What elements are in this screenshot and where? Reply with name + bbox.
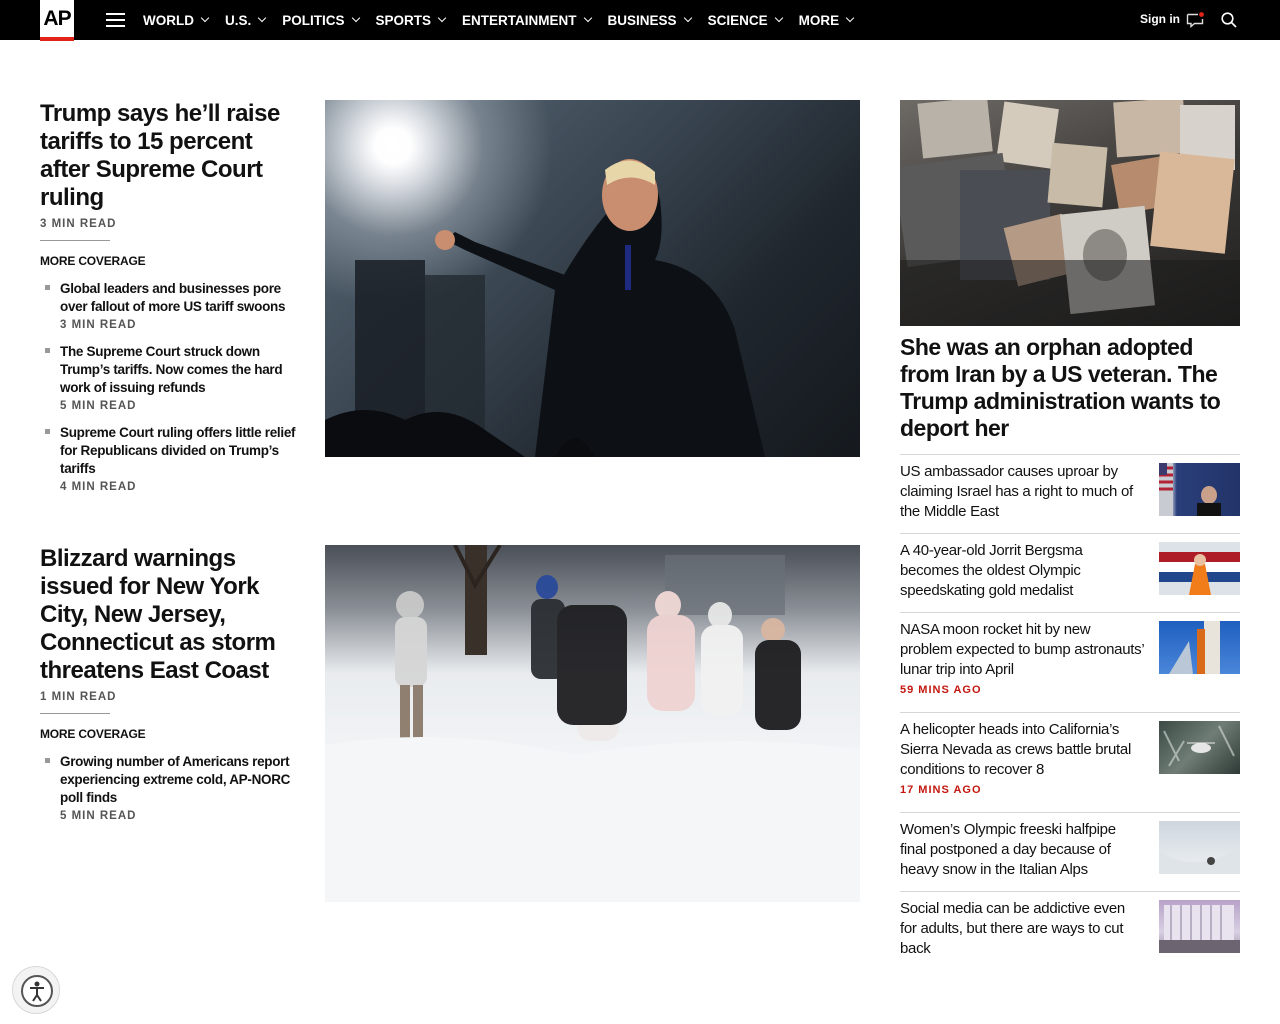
divider <box>40 240 110 241</box>
chevron-down-icon <box>583 14 591 22</box>
nav-item-us[interactable] <box>225 13 265 28</box>
divider <box>40 713 110 714</box>
speaker-silhouette-image <box>325 100 860 457</box>
ambassador-image <box>1159 463 1240 516</box>
thumbnail-halfpipe[interactable] <box>1159 821 1240 874</box>
read-time: 1 MIN READ <box>40 691 117 703</box>
sidebar-headline[interactable]: US ambassador causes uproar by claiming Israel has a right to much of the Middle East <box>900 463 1133 520</box>
nav-item-label: WORLD <box>143 12 194 28</box>
courthouse-image <box>1159 900 1240 953</box>
top-nav <box>0 0 1280 40</box>
list-item <box>40 753 302 822</box>
read-time: 3 MIN READ <box>40 218 117 230</box>
list-item <box>900 620 1145 696</box>
ap-logo[interactable]: AP <box>40 0 74 41</box>
related-headline[interactable]: Growing number of Americans report experiencing extreme cold, AP-NORC poll finds <box>60 754 291 805</box>
related-list <box>40 753 302 822</box>
divider <box>900 454 1240 455</box>
rocket-image <box>1159 621 1240 674</box>
divider <box>900 533 1240 534</box>
chevron-down-icon <box>258 14 266 22</box>
thumbnail-rocket[interactable] <box>1159 621 1240 674</box>
notification-chat-icon[interactable] <box>1186 12 1204 28</box>
menu-icon[interactable] <box>106 13 125 27</box>
list-item <box>40 424 302 493</box>
list-item <box>900 462 1145 522</box>
story-headline[interactable]: Trump says he’ll raise tariffs to 15 percent after Supreme Court ruling <box>40 100 280 211</box>
list-item <box>900 541 1145 601</box>
related-headline[interactable]: Global leaders and businesses pore over fallout of more US tariff swoons <box>60 281 286 314</box>
chevron-down-icon <box>351 14 359 22</box>
sidebar-headline[interactable]: A 40-year-old Jorrit Bergsma becomes the oldest Olympic speedskating gold medalist <box>900 542 1083 599</box>
timestamp: 17 MINS AGO <box>900 784 982 796</box>
nav-item-sports[interactable] <box>376 13 446 28</box>
sign-in-link[interactable]: Sign in <box>1140 12 1180 26</box>
nav-item-entertainment[interactable] <box>462 13 591 28</box>
accessibility-button[interactable] <box>12 966 60 1014</box>
sidebar-headline[interactable]: NASA moon rocket hit by new problem expected to bump astronauts’ lunar trip into April <box>900 621 1144 678</box>
timestamp: 59 MINS AGO <box>900 684 982 696</box>
helicopter-image <box>1159 721 1240 774</box>
chevron-down-icon <box>201 14 209 22</box>
divider <box>900 612 1240 613</box>
thumbnail-helicopter[interactable] <box>1159 721 1240 774</box>
search-icon[interactable] <box>1221 12 1237 28</box>
thumbnail-social-media[interactable] <box>1159 900 1240 953</box>
nav-item-more[interactable] <box>799 13 854 28</box>
more-coverage-label: MORE COVERAGE <box>40 254 146 268</box>
story-2-photo[interactable] <box>325 545 860 902</box>
list-item <box>40 280 302 331</box>
nav-item-business[interactable] <box>608 13 691 28</box>
speedskater-image <box>1159 542 1240 595</box>
sidebar-lead-photo[interactable] <box>900 100 1240 326</box>
sidebar-lead <box>900 334 1240 442</box>
divider <box>900 712 1240 713</box>
sidebar-headline[interactable]: A helicopter heads into California’s Sierra Nevada as crews battle brutal conditions to recover 8 <box>900 721 1131 778</box>
read-time: 4 MIN READ <box>60 481 137 493</box>
story-1-photo[interactable] <box>325 100 860 457</box>
related-headline[interactable]: Supreme Court ruling offers little relief for Republicans divided on Trump’s tariffs <box>60 425 296 476</box>
nav-item-world[interactable] <box>143 13 208 28</box>
lead-headline[interactable]: She was an orphan adopted from Iran by a US veteran. The Trump administration wants to deport her <box>900 334 1221 441</box>
family-photos-collage-image <box>900 100 1240 326</box>
story-1 <box>40 100 302 493</box>
story-headline[interactable]: Blizzard warnings issued for New York City, New Jersey, Connecticut as storm threatens East Coast <box>40 545 276 684</box>
story-2 <box>40 545 302 822</box>
list-item <box>40 343 302 412</box>
divider <box>900 891 1240 892</box>
list-item <box>900 720 1145 796</box>
read-time: 3 MIN READ <box>60 319 137 331</box>
read-time: 5 MIN READ <box>60 400 137 412</box>
related-list <box>40 280 302 493</box>
sidebar-headline[interactable]: Women’s Olympic freeski halfpipe final postponed a day because of heavy snow in the Italian Alps <box>900 821 1116 878</box>
thumbnail-ambassador[interactable] <box>1159 463 1240 516</box>
thumbnail-speedskater[interactable] <box>1159 542 1240 595</box>
chevron-down-icon <box>774 14 782 22</box>
nav-item-label: SPORTS <box>375 12 432 28</box>
nav-sections <box>143 0 870 40</box>
nav-item-politics[interactable] <box>282 13 358 28</box>
more-coverage-label: MORE COVERAGE <box>40 727 146 741</box>
related-headline[interactable]: The Supreme Court struck down Trump’s tariffs. Now comes the hard work of issuing refunds <box>60 344 283 395</box>
nav-item-label: ENTERTAINMENT <box>462 12 577 28</box>
nav-item-label: MORE <box>798 12 840 28</box>
divider <box>900 812 1240 813</box>
read-time: 5 MIN READ <box>60 810 137 822</box>
nav-item-label: U.S. <box>225 12 252 28</box>
chevron-down-icon <box>683 14 691 22</box>
snow-walkers-image <box>325 545 860 902</box>
nav-item-label: SCIENCE <box>707 12 768 28</box>
halfpipe-image <box>1159 821 1240 874</box>
nav-item-label: POLITICS <box>282 12 345 28</box>
list-item <box>900 820 1145 880</box>
nav-item-label: BUSINESS <box>607 12 677 28</box>
sidebar-headline[interactable]: Social media can be addictive even for adults, but there are ways to cut back <box>900 900 1125 957</box>
accessibility-icon <box>21 975 53 1007</box>
list-item <box>900 899 1145 959</box>
chevron-down-icon <box>846 14 854 22</box>
chevron-down-icon <box>438 14 446 22</box>
nav-item-science[interactable] <box>708 13 782 28</box>
